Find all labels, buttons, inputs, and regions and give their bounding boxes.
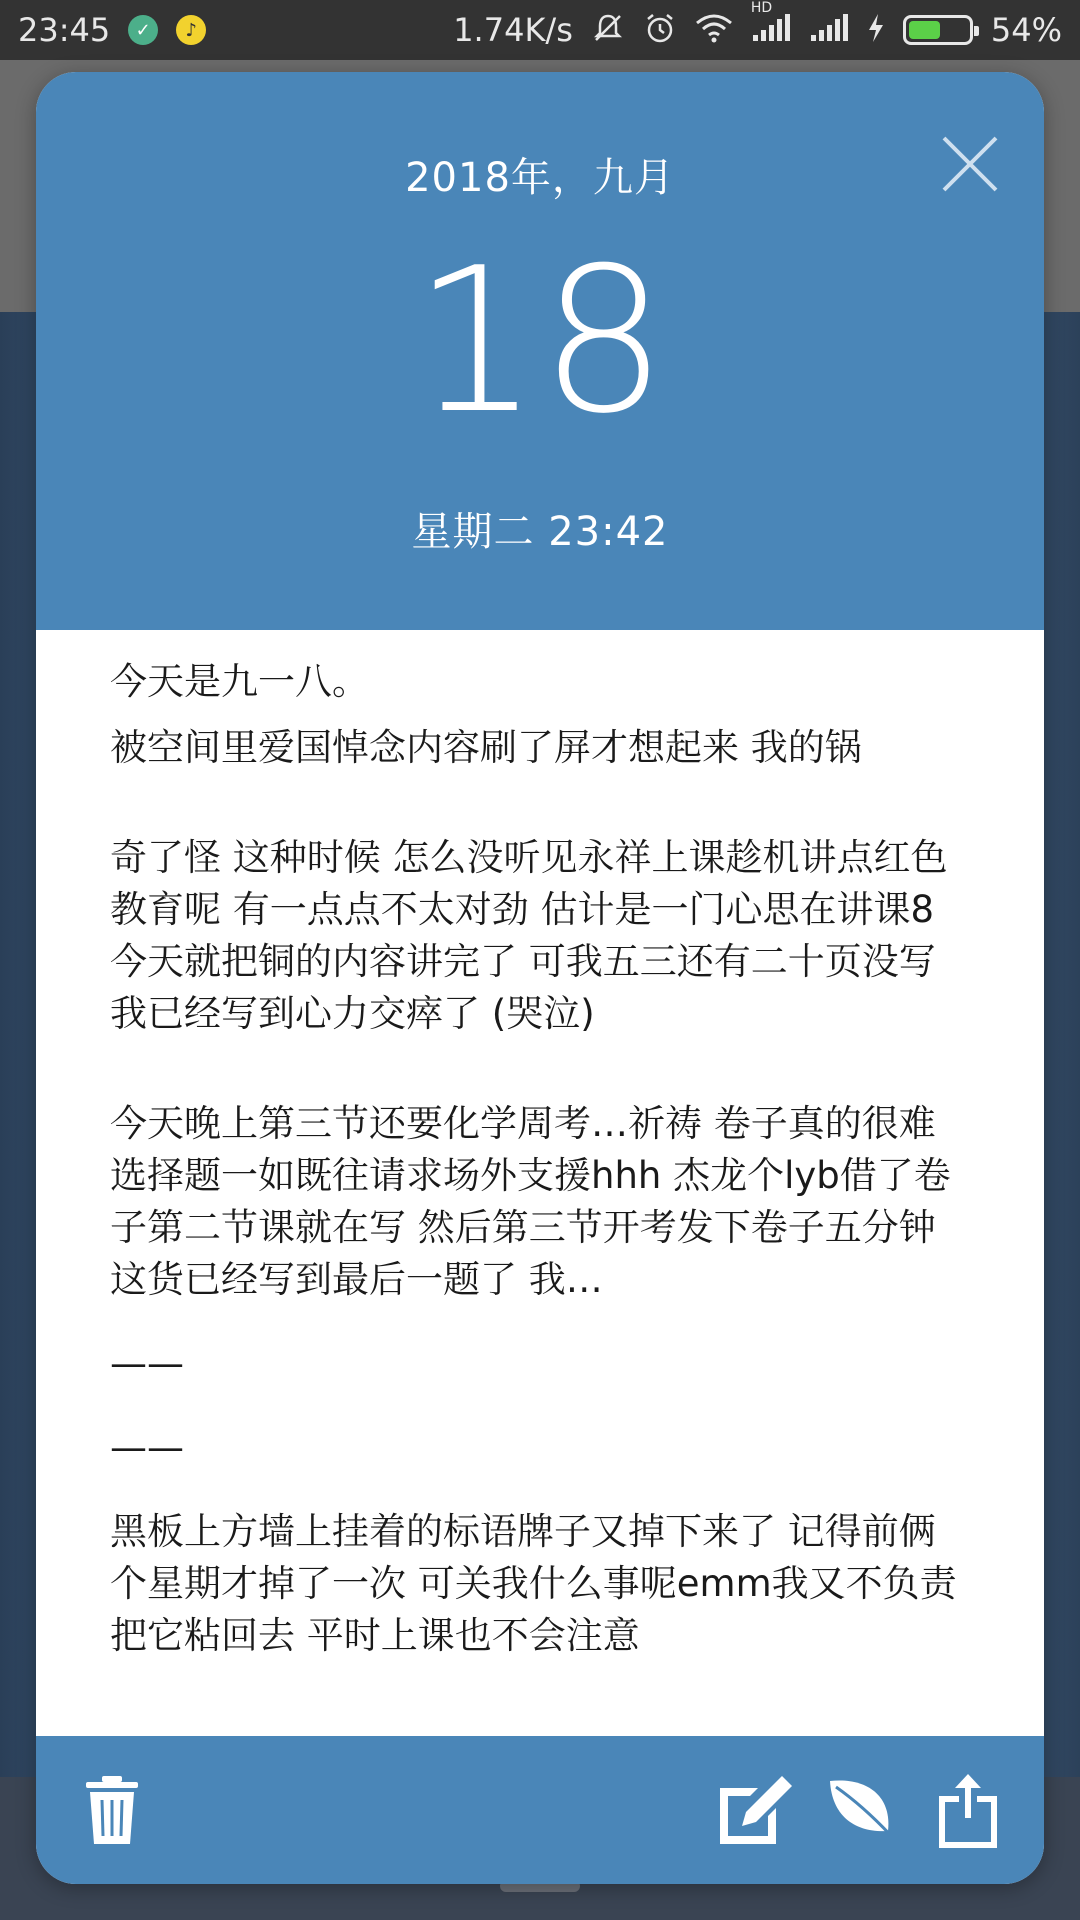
edit-icon <box>718 1774 794 1846</box>
trash-icon <box>84 1774 140 1846</box>
status-time: 23:45 <box>18 11 111 49</box>
edit-button[interactable] <box>716 1770 796 1850</box>
battery-icon <box>903 15 973 45</box>
diary-content <box>36 630 1044 1806</box>
paragraph: 奇了怪 这种时候 怎么没听见永祥上课趁机讲点红色教育呢 有一点点不太对劲 估计是一门心思在讲课8 今天就把铜的内容讲完了 可我五三还有二十页没写 我已经写到心力交瘁了 (哭泣) <box>110 836 948 1035</box>
battery-percent: 54% <box>990 11 1062 49</box>
paragraph: 今天晚上第三节还要化学周考…祈祷 卷子真的很难 选择题一如既往请求场外支援hhh 杰龙个lyb借了卷子第二节课就在写 然后第三节开考发下卷子五分钟这货已经写到最后一题了 我… <box>110 1102 951 1301</box>
status-bar <box>0 0 1080 60</box>
wifi-icon <box>695 13 733 48</box>
paragraph: 今天是九一八。 <box>110 660 369 703</box>
paragraph: 被空间里爱国悼念内容刷了屏才想起来 我的锅 <box>110 726 862 769</box>
paragraph: —— <box>110 1426 184 1469</box>
signal-icon <box>809 13 849 48</box>
charging-icon <box>867 13 885 48</box>
battery-level <box>909 21 940 39</box>
delete-button[interactable] <box>72 1770 152 1850</box>
card-toolbar <box>36 1736 1044 1884</box>
shield-icon: ✓ <box>128 15 158 45</box>
paragraph: —— <box>110 1342 184 1385</box>
network-type: HD <box>750 0 773 16</box>
mute-icon <box>591 11 625 50</box>
alarm-icon <box>643 11 677 50</box>
close-icon <box>940 134 1000 194</box>
weekday-time: 星期二 23:42 <box>411 509 669 555</box>
share-icon <box>937 1772 999 1848</box>
card-header <box>36 72 1044 630</box>
diary-card <box>36 72 1044 1884</box>
net-speed: 1.74K/s <box>453 11 573 49</box>
day-number: 18 <box>412 225 668 458</box>
leaf-button[interactable] <box>822 1770 902 1850</box>
leaf-icon <box>826 1777 898 1843</box>
share-button[interactable] <box>928 1770 1008 1850</box>
paragraph: 黑板上方墙上挂着的标语牌子又掉下来了 记得前俩个星期才掉了一次 可关我什么事呢emm我又不负责把它粘回去 平时上课也不会注意 <box>110 1510 957 1657</box>
signal-icon <box>750 0 791 48</box>
close-button[interactable] <box>940 134 1000 194</box>
year-month: 2018年，九月 <box>405 155 675 201</box>
music-note-icon: ♪ <box>176 15 206 45</box>
